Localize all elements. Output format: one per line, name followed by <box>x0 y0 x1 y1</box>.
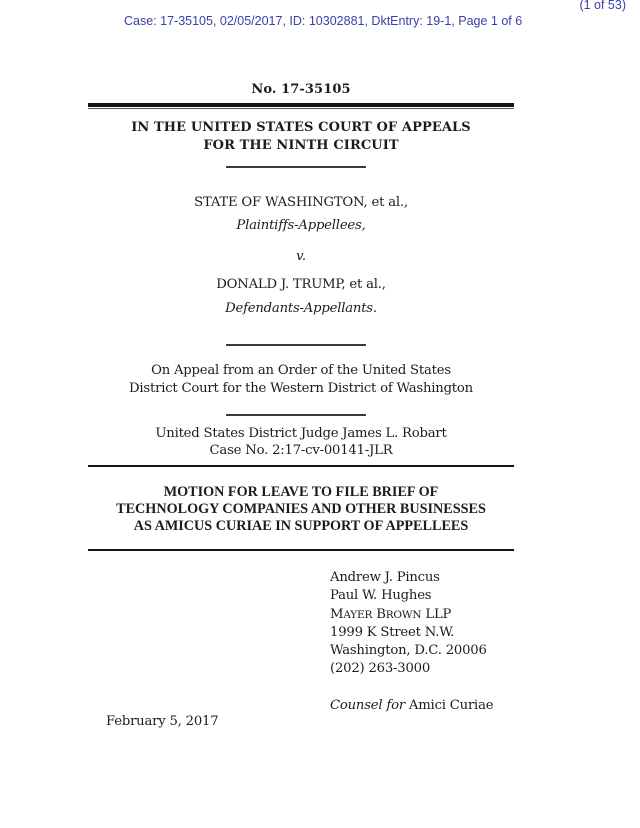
attorney-name: Paul W. Hughes <box>330 588 432 604</box>
district-case-number: Case No. 2:17-cv-00141-JLR <box>209 443 393 458</box>
page-counter: (1 of 53) <box>579 0 626 12</box>
thick-rule <box>88 103 514 107</box>
appeal-origin-line2: District Court for the Western District of Washington <box>129 381 473 396</box>
district-judge: United States District Judge James L. Robart <box>155 426 447 441</box>
filing-date: February 5, 2017 <box>106 714 219 729</box>
law-firm-name: MAYER BROWN LLP <box>330 606 452 622</box>
divider-rule <box>226 414 366 416</box>
firm-city-address: Washington, D.C. 20006 <box>330 643 487 659</box>
docket-number: No. 17-35105 <box>251 82 351 97</box>
appeal-origin-line1: On Appeal from an Order of the United States <box>151 363 451 378</box>
court-name-line1: IN THE UNITED STATES COURT OF APPEALS <box>131 120 471 135</box>
section-rule-top <box>88 465 514 467</box>
defendant-role: Defendants-Appellants. <box>225 301 377 316</box>
thin-rule-under-thick <box>88 108 514 109</box>
attorney-name: Andrew J. Pincus <box>330 570 440 585</box>
motion-title-line1: MOTION FOR LEAVE TO FILE BRIEF OF <box>163 484 439 500</box>
divider-rule <box>226 166 366 168</box>
plaintiff-role: Plaintiffs-Appellees, <box>236 218 366 233</box>
ecf-case-stamp: Case: 17-35105, 02/05/2017, ID: 10302881, DktEntry: 19-1, Page 1 of 6 <box>124 14 523 28</box>
section-rule-bottom <box>88 549 514 551</box>
firm-street-address: 1999 K Street N.W. <box>330 624 455 640</box>
plaintiff-name: STATE OF WASHINGTON, et al., <box>194 195 408 210</box>
firm-phone: (202) 263-3000 <box>330 661 431 677</box>
defendant-name: DONALD J. TRUMP, et al., <box>216 277 386 292</box>
versus: v. <box>296 249 306 264</box>
motion-title-line2: TECHNOLOGY COMPANIES AND OTHER BUSINESSES <box>116 501 486 517</box>
counsel-block <box>330 569 493 715</box>
court-name-line2: FOR THE NINTH CIRCUIT <box>203 138 399 153</box>
motion-title-line3: AS AMICUS CURIAE IN SUPPORT OF APPELLEES <box>133 518 469 534</box>
counsel-role: Counsel for Amici Curiae <box>330 697 494 713</box>
divider-rule <box>226 344 366 346</box>
